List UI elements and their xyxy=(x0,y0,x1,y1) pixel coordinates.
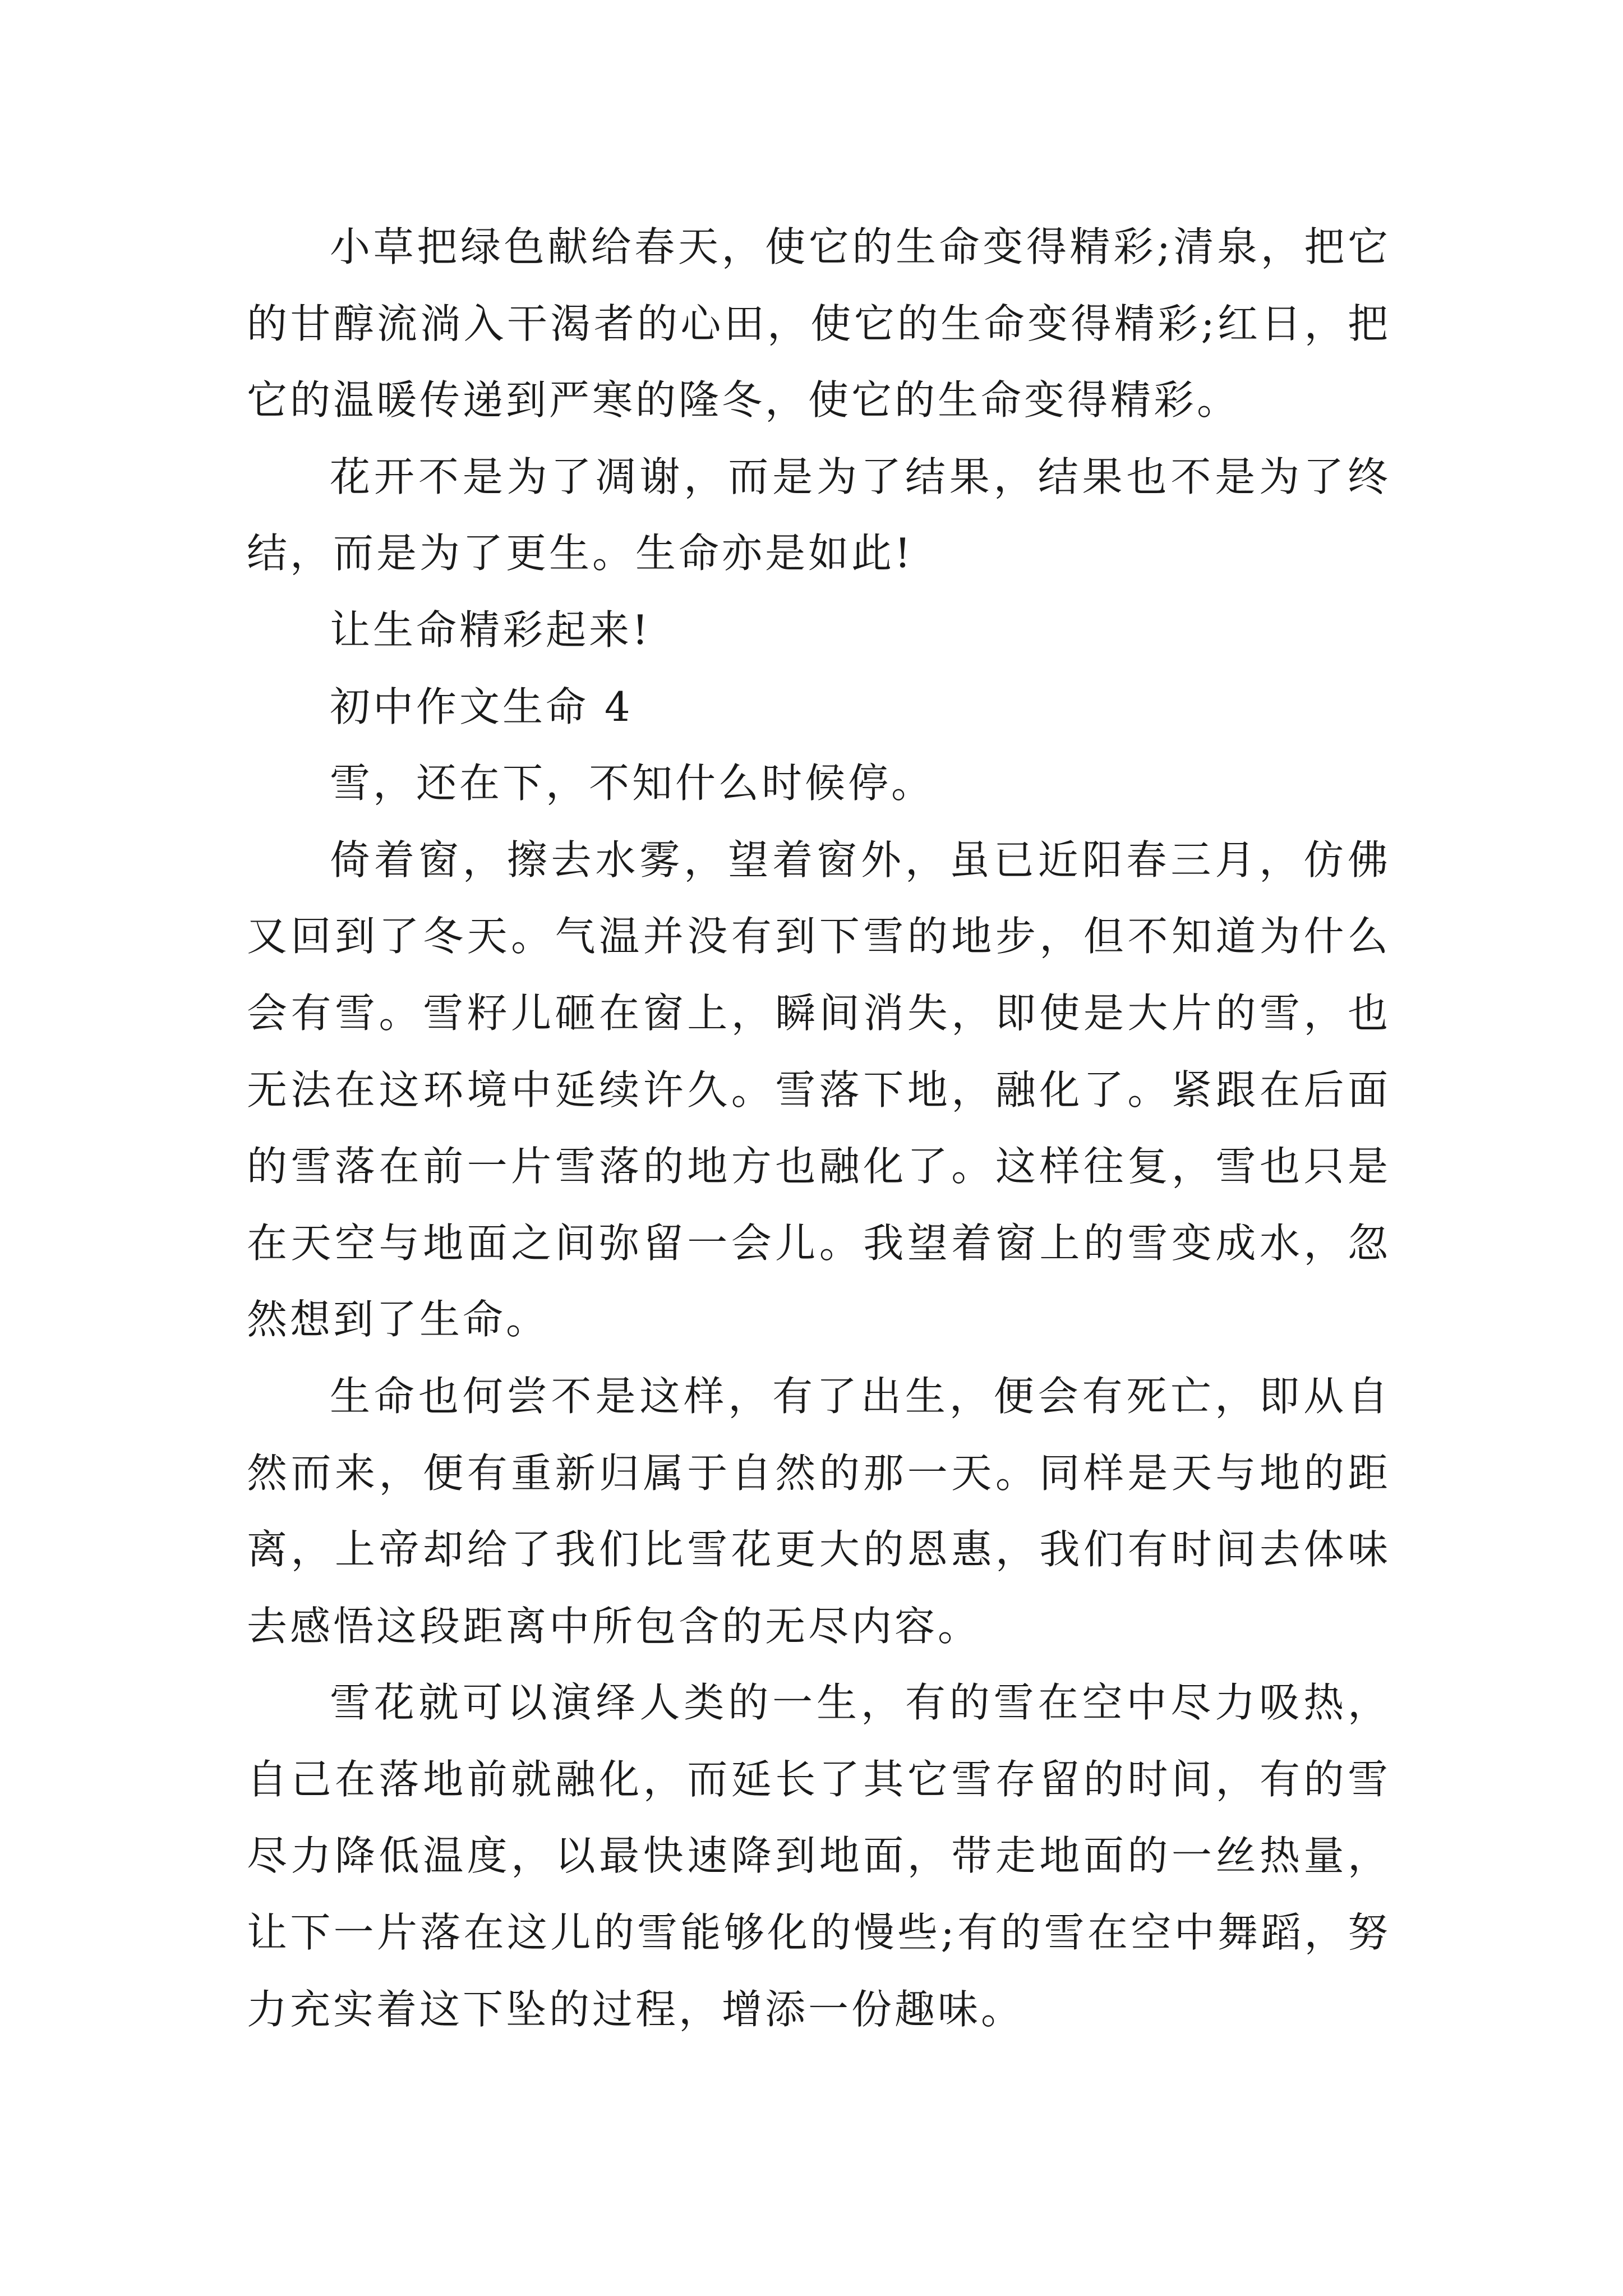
section-heading: 初中作文生命 4 xyxy=(330,683,633,730)
paragraph: 让生命精彩起来! xyxy=(330,606,651,654)
paragraph: 倚着窗，擦去水雾，望着窗外，虽已近阳春三月，仿佛又回到了冬天。气温并没有到下雪的地步，但不知道为什么会有雪。雪籽儿砸在窗上，瞬间消失，即使是大片的雪，也无法在这环境中延续许久。雪落下地，融化了。紧跟在后面的雪落在前一片雪落的地方也融化了。这样往复，雪也只是在天空与地面之间弥留一会儿。我望着窗上的雪变成水，忽然想到了生命。 xyxy=(247,836,1391,1343)
document-body xyxy=(247,209,1391,2047)
paragraph: 雪，还在下，不知什么时候停。 xyxy=(330,760,935,807)
paragraph: 小草把绿色献给春天，使它的生命变得精彩;清泉，把它的甘醇流淌入干渴者的心田，使它的生命变得精彩;红日，把它的温暖传递到严寒的隆冬，使它的生命变得精彩。 xyxy=(247,223,1391,424)
paragraph: 生命也何尝不是这样，有了出生，便会有死亡，即从自然而来，便有重新归属于自然的那一天。同样是天与地的距离，上帝却给了我们比雪花更大的恩惠，我们有时间去体味去感悟这段距离中所包含的无尽内容。 xyxy=(247,1372,1391,1650)
paragraph: 花开不是为了凋谢，而是为了结果，结果也不是为了终结，而是为了更生。生命亦是如此! xyxy=(247,453,1391,577)
paragraph: 雪花就可以演绎人类的一生，有的雪在空中尽力吸热，自己在落地前就融化，而延长了其它雪存留的时间，有的雪尽力降低温度，以最快速降到地面，带走地面的一丝热量，让下一片落在这儿的雪能够化的慢些;有的雪在空中舞蹈，努力充实着这下坠的过程，增添一份趣味。 xyxy=(247,1679,1391,2033)
